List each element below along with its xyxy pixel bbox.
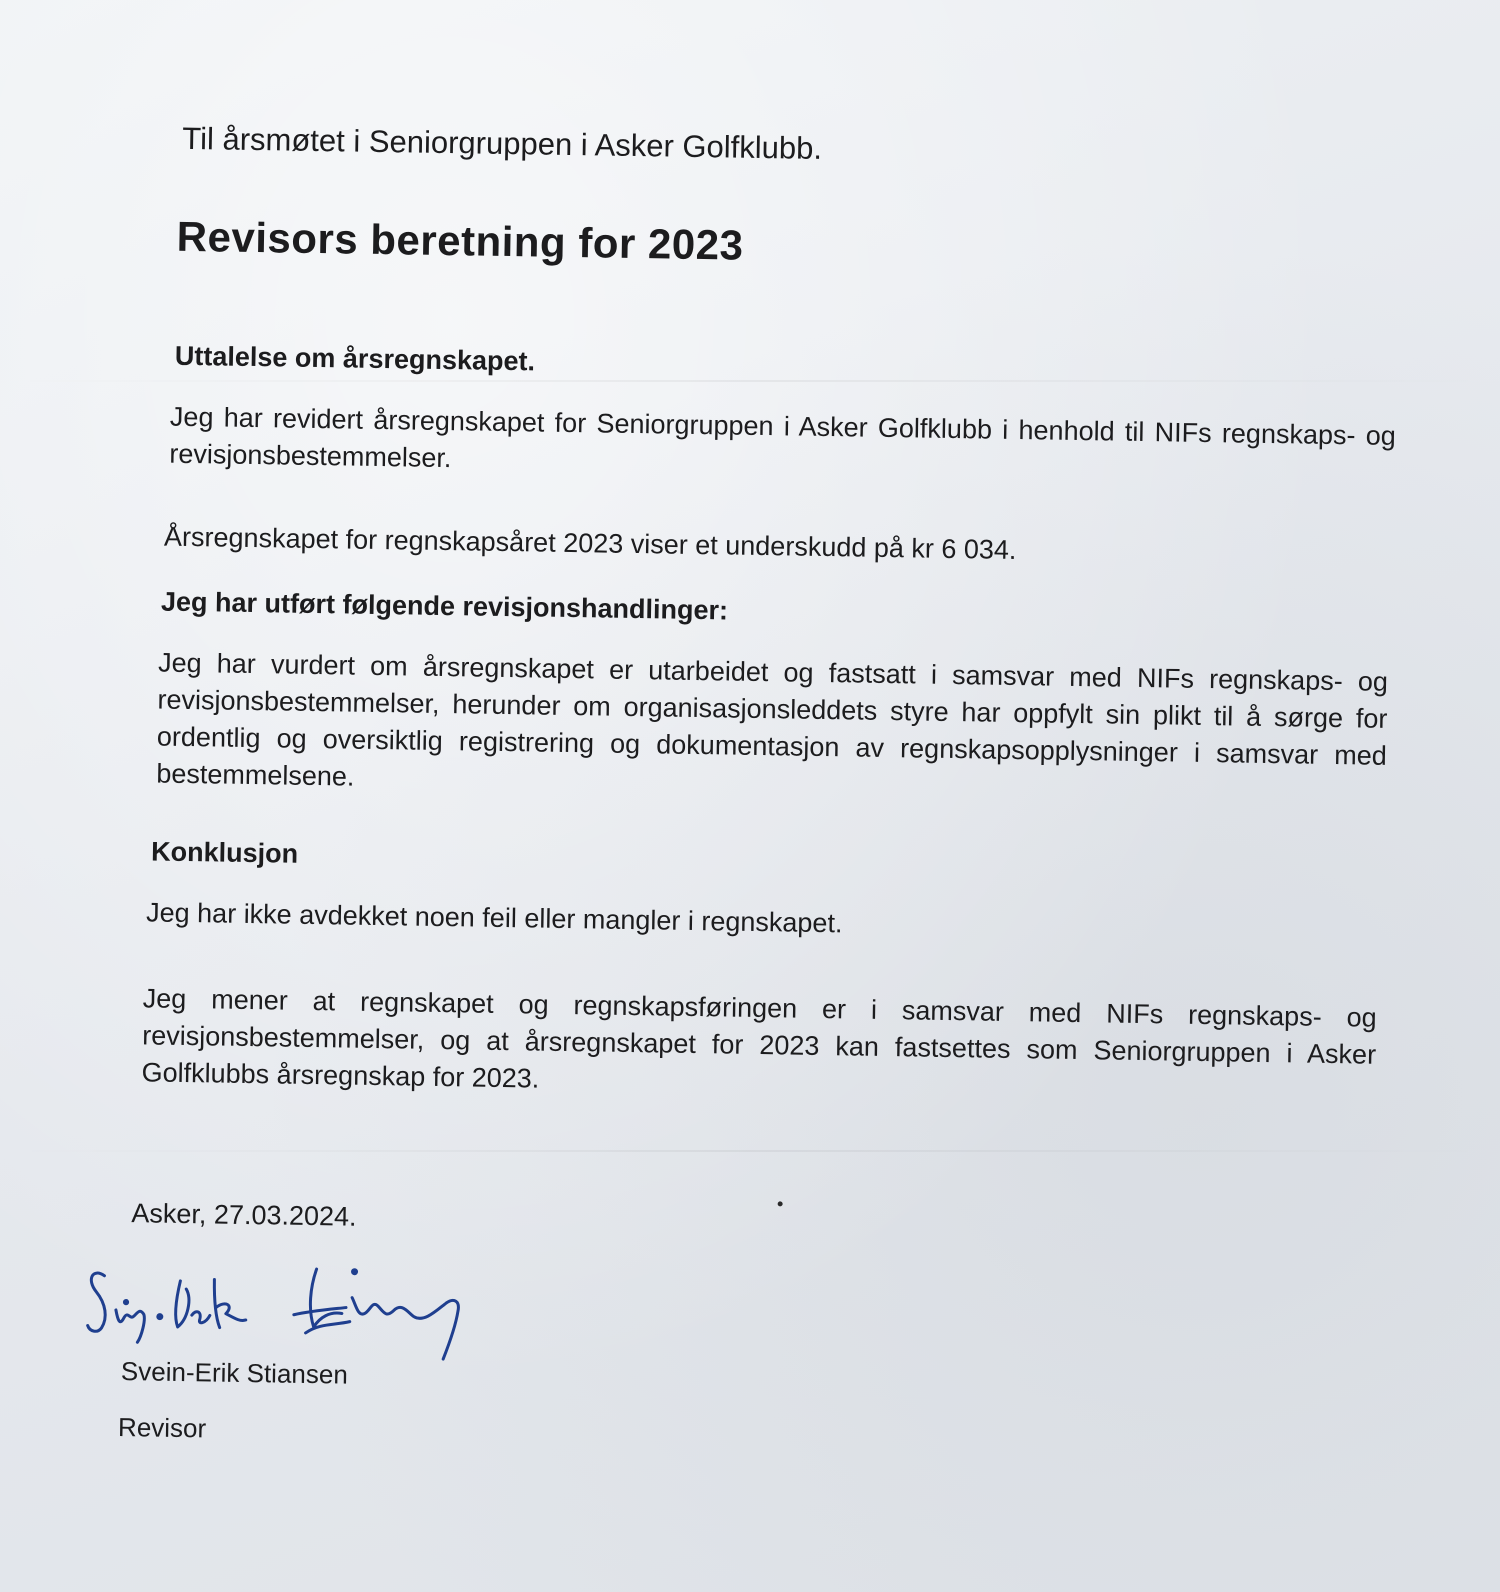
paragraph-no-errors: Jeg har ikke avdekket noen feil eller mangler i regnskapet. xyxy=(145,897,843,939)
paragraph-opinion: Jeg mener at regnskapet og regnskapsføringen er i samsvar med NIFs regnskaps- og revisjonsbestemmelser, og at årsregnskapet for 2023 kan fastsettes som Seniorgruppen i Asker Golfklubbs årsregnskap for 2023. xyxy=(141,983,1377,1094)
signer-role: Revisor xyxy=(117,1411,207,1444)
ink-speck xyxy=(778,1201,783,1206)
addressee-line: Til årsmøtet i Seniorgruppen i Asker Golfklubb. xyxy=(182,120,823,166)
paragraph-procedures: Jeg har vurdert om årsregnskapet er utarbeidet og fastsatt i samsvar med NIFs regnskaps- og revisjonsbestemmelser, herunder om organisasjonsleddets styre har oppfylt sin plikt til å sørge for ordentlig og oversiktlig registrering og dokumentasjon av regnskapsopplysninger i samsvar med bestemmelsene. xyxy=(156,647,1389,792)
section-heading-procedures: Jeg har utført følgende revisjonshandlinger: xyxy=(160,586,729,626)
section-heading-statement: Uttalelse om årsregnskapet. xyxy=(174,340,536,377)
section-heading-conclusion: Konklusjon xyxy=(150,836,299,869)
place-and-date: Asker, 27.03.2024. xyxy=(131,1198,357,1232)
paragraph-audit-scope: Jeg har revidert årsregnskapet for Seniorgruppen i Asker Golfklubb i henhold til NIFs regnskaps- og revisjonsbestemmelser. xyxy=(169,401,1397,474)
document-title: Revisors beretning for 2023 xyxy=(176,212,744,269)
paragraph-deficit: Årsregnskapet for regnskapsåret 2023 viser et underskudd på kr 6 034. xyxy=(163,521,1017,565)
signer-name: Svein-Erik Stiansen xyxy=(120,1356,349,1390)
